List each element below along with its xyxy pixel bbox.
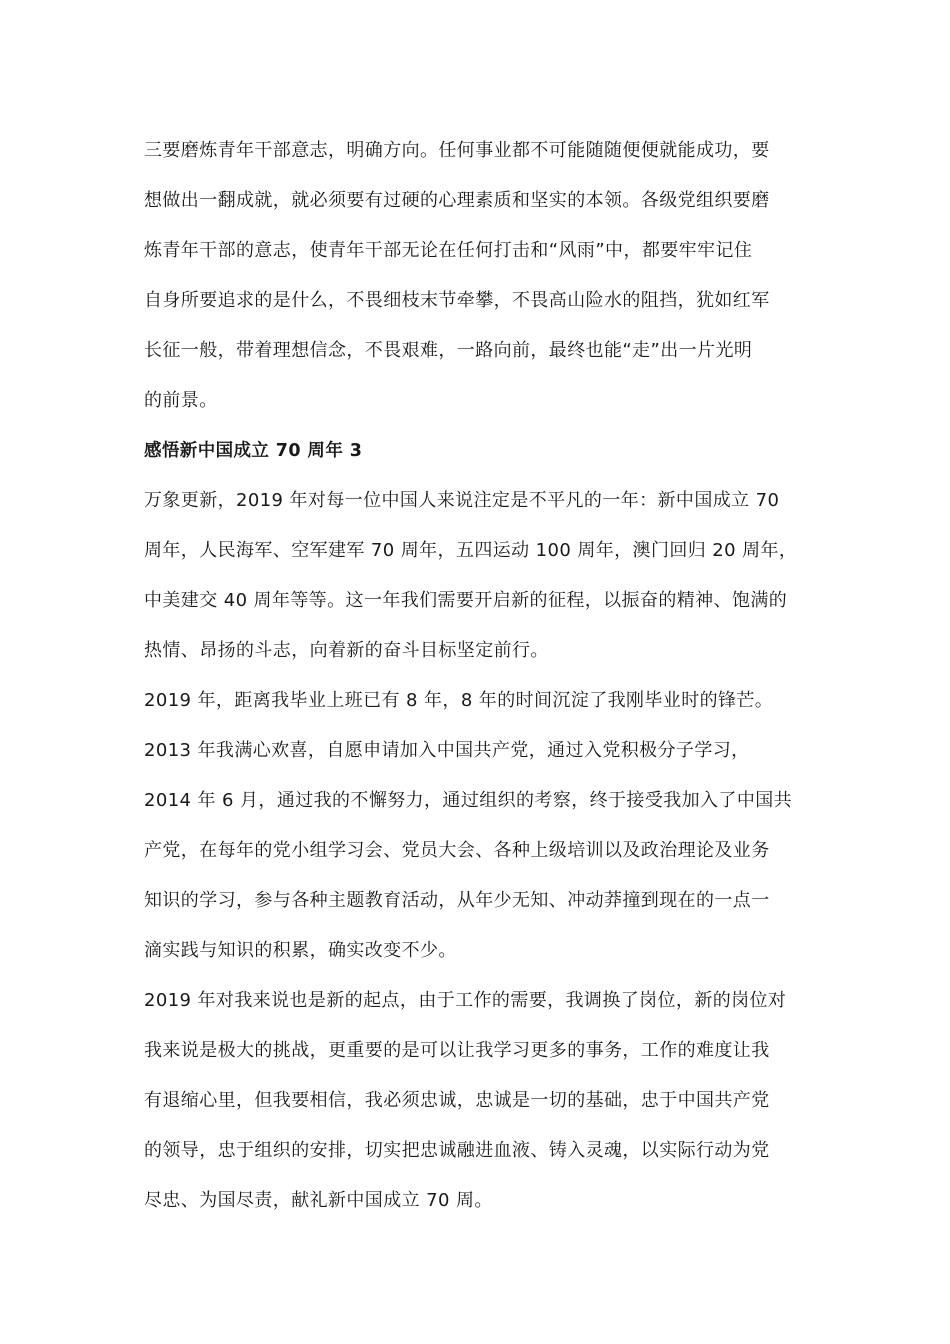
text-line: 万象更新，2019 年对每一位中国人来说注定是不平凡的一年：新中国成立 70 <box>144 490 780 511</box>
text-line: 热情、昂扬的斗志，向着新的奋斗目标坚定前行。 <box>144 640 549 661</box>
document-body <box>144 126 814 1226</box>
text-line: 炼青年干部的意志，使青年干部无论在任何打击和“风雨”中，都要牢牢记住 <box>144 240 753 261</box>
text-line: 2014 年 6 月，通过我的不懈努力，通过组织的考察，终于接受我加入了中国共 <box>144 790 793 811</box>
paragraph-willpower <box>144 126 814 426</box>
text-line: 滴实践与知识的积累，确实改变不少。 <box>144 940 457 961</box>
text-line: 我来说是极大的挑战，更重要的是可以让我学习更多的事务，工作的难度让我 <box>144 1040 770 1061</box>
paragraph-party-membership <box>144 726 814 976</box>
text-line: 的领导，忠于组织的安排，切实把忠诚融进血液、铸入灵魂，以实际行动为党 <box>144 1140 770 1161</box>
text-line: 尽忠、为国尽责，献礼新中国成立 70 周。 <box>144 1190 493 1211</box>
text-line: 中美建交 40 周年等等。这一年我们需要开启新的征程，以振奋的精神、饱满的 <box>144 590 788 611</box>
text-line: 三要磨炼青年干部意志，明确方向。任何事业都不可能随随便便就能成功，要 <box>144 140 770 161</box>
text-line: 长征一般，带着理想信念，不畏艰难，一路向前，最终也能“走”出一片光明 <box>144 340 753 361</box>
section-heading: 感悟新中国成立 70 周年 3 <box>144 441 363 461</box>
text-line: 2013 年我满心欢喜，自愿申请加入中国共产党，通过入党积极分子学习， <box>144 740 750 761</box>
text-line: 2019 年对我来说也是新的起点，由于工作的需要，我调换了岗位，新的岗位对 <box>144 990 787 1011</box>
text-line: 的前景。 <box>144 390 218 411</box>
text-line: 想做出一翻成就，就必须要有过硬的心理素质和坚实的本领。各级党组织要磨 <box>144 190 770 211</box>
text-line: 产党，在每年的党小组学习会、党员大会、各种上级培训以及政治理论及业务 <box>144 840 770 861</box>
paragraph-new-year <box>144 476 814 676</box>
text-line: 有退缩心里，但我要相信，我必须忠诚，忠诚是一切的基础，忠于中国共产党 <box>144 1090 770 1111</box>
paragraph-new-start <box>144 976 814 1226</box>
text-line: 自身所要追求的是什么，不畏细枝末节牵攀，不畏高山险水的阻挡，犹如红军 <box>144 290 770 311</box>
text-line: 2019 年，距离我毕业上班已有 8 年，8 年的时间沉淀了我刚毕业时的锋芒。 <box>144 690 774 711</box>
text-line: 知识的学习，参与各种主题教育活动，从年少无知、冲动莽撞到现在的一点一 <box>144 890 770 911</box>
paragraph-graduation <box>144 676 814 726</box>
text-line: 周年，人民海军、空军建军 70 周年，五四运动 100 周年，澳门回归 20 周年， <box>144 540 798 561</box>
